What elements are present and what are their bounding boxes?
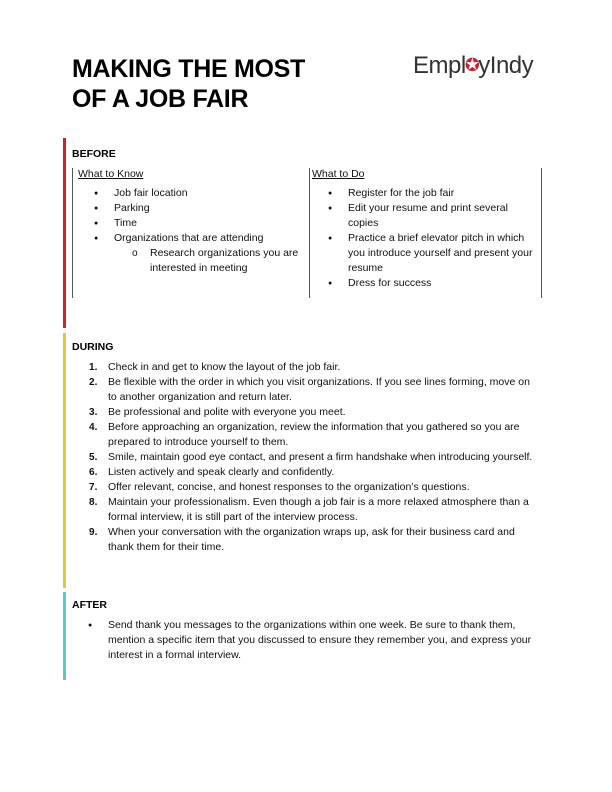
list-item: Check in and get to know the layout of the job fair. [108, 361, 341, 373]
list-item: ● Register for the job fair [348, 186, 536, 201]
sub-list-item: o Research organizations you are interested in meeting [150, 246, 300, 276]
after-section-bar [63, 592, 66, 680]
title-line-2: OF A JOB FAIR [72, 85, 249, 113]
list-item: ● Organizations that are attending [114, 231, 304, 246]
list-item: Smile, maintain good eye contact, and present a firm handshake when introducing yourself. [108, 451, 533, 463]
what-to-know-list [114, 186, 304, 246]
list-item: Offer relevant, concise, and honest responses to the organization’s questions. [108, 481, 470, 493]
list-item: Be professional and polite with everyone you meet. [108, 406, 346, 418]
what-to-do-column [308, 168, 542, 298]
star-icon: ✪ [464, 55, 480, 75]
during-section-bar [63, 333, 66, 588]
what-to-know-heading: What to Know [78, 168, 144, 180]
title-line-1: MAKING THE MOST [72, 55, 305, 83]
after-list [108, 618, 540, 663]
list-item: ● Practice a brief elevator pitch in which you introduce yourself and present your resume [348, 231, 536, 276]
list-item: Maintain your professionalism. Even though a job fair is a more relaxed atmosphere than a formal interview, it is still part of the interview process. [108, 496, 529, 523]
list-item: ● Dress for success [348, 276, 536, 291]
list-item: Listen actively and speak clearly and confidently. [108, 466, 335, 478]
list-item: ● Time [114, 216, 304, 231]
list-item: When your conversation with the organization wraps up, ask for their business card and thank them for their time. [108, 526, 515, 553]
logo-text-end: yIndy [478, 52, 534, 79]
list-item: ● Job fair location [114, 186, 304, 201]
what-to-do-list [348, 186, 536, 291]
what-to-do-heading: What to Do [312, 168, 365, 180]
list-item: Be flexible with the order in which you visit organizations. If you see lines forming, move on to another organization and return later. [108, 376, 530, 403]
logo-text-start: Empl [413, 52, 466, 79]
page-title [72, 54, 305, 114]
list-item: ● Send thank you messages to the organizations within one week. Be sure to thank them, mention a specific item that you discussed to ensure they remember you, and express your interest in a formal interview. [108, 618, 540, 663]
before-section-bar [63, 138, 66, 328]
what-to-know-sublist [150, 246, 300, 276]
during-list [108, 360, 540, 555]
during-heading: DURING [72, 341, 114, 353]
employindy-logo [413, 52, 533, 80]
what-to-know-column [72, 168, 310, 298]
after-heading: AFTER [72, 599, 107, 611]
list-item: ● Edit your resume and print several copies [348, 201, 536, 231]
before-heading: BEFORE [72, 148, 116, 160]
list-item: Before approaching an organization, review the information that you gathered so you are prepared to introduce yourself to them. [108, 421, 520, 448]
list-item: ● Parking [114, 201, 304, 216]
